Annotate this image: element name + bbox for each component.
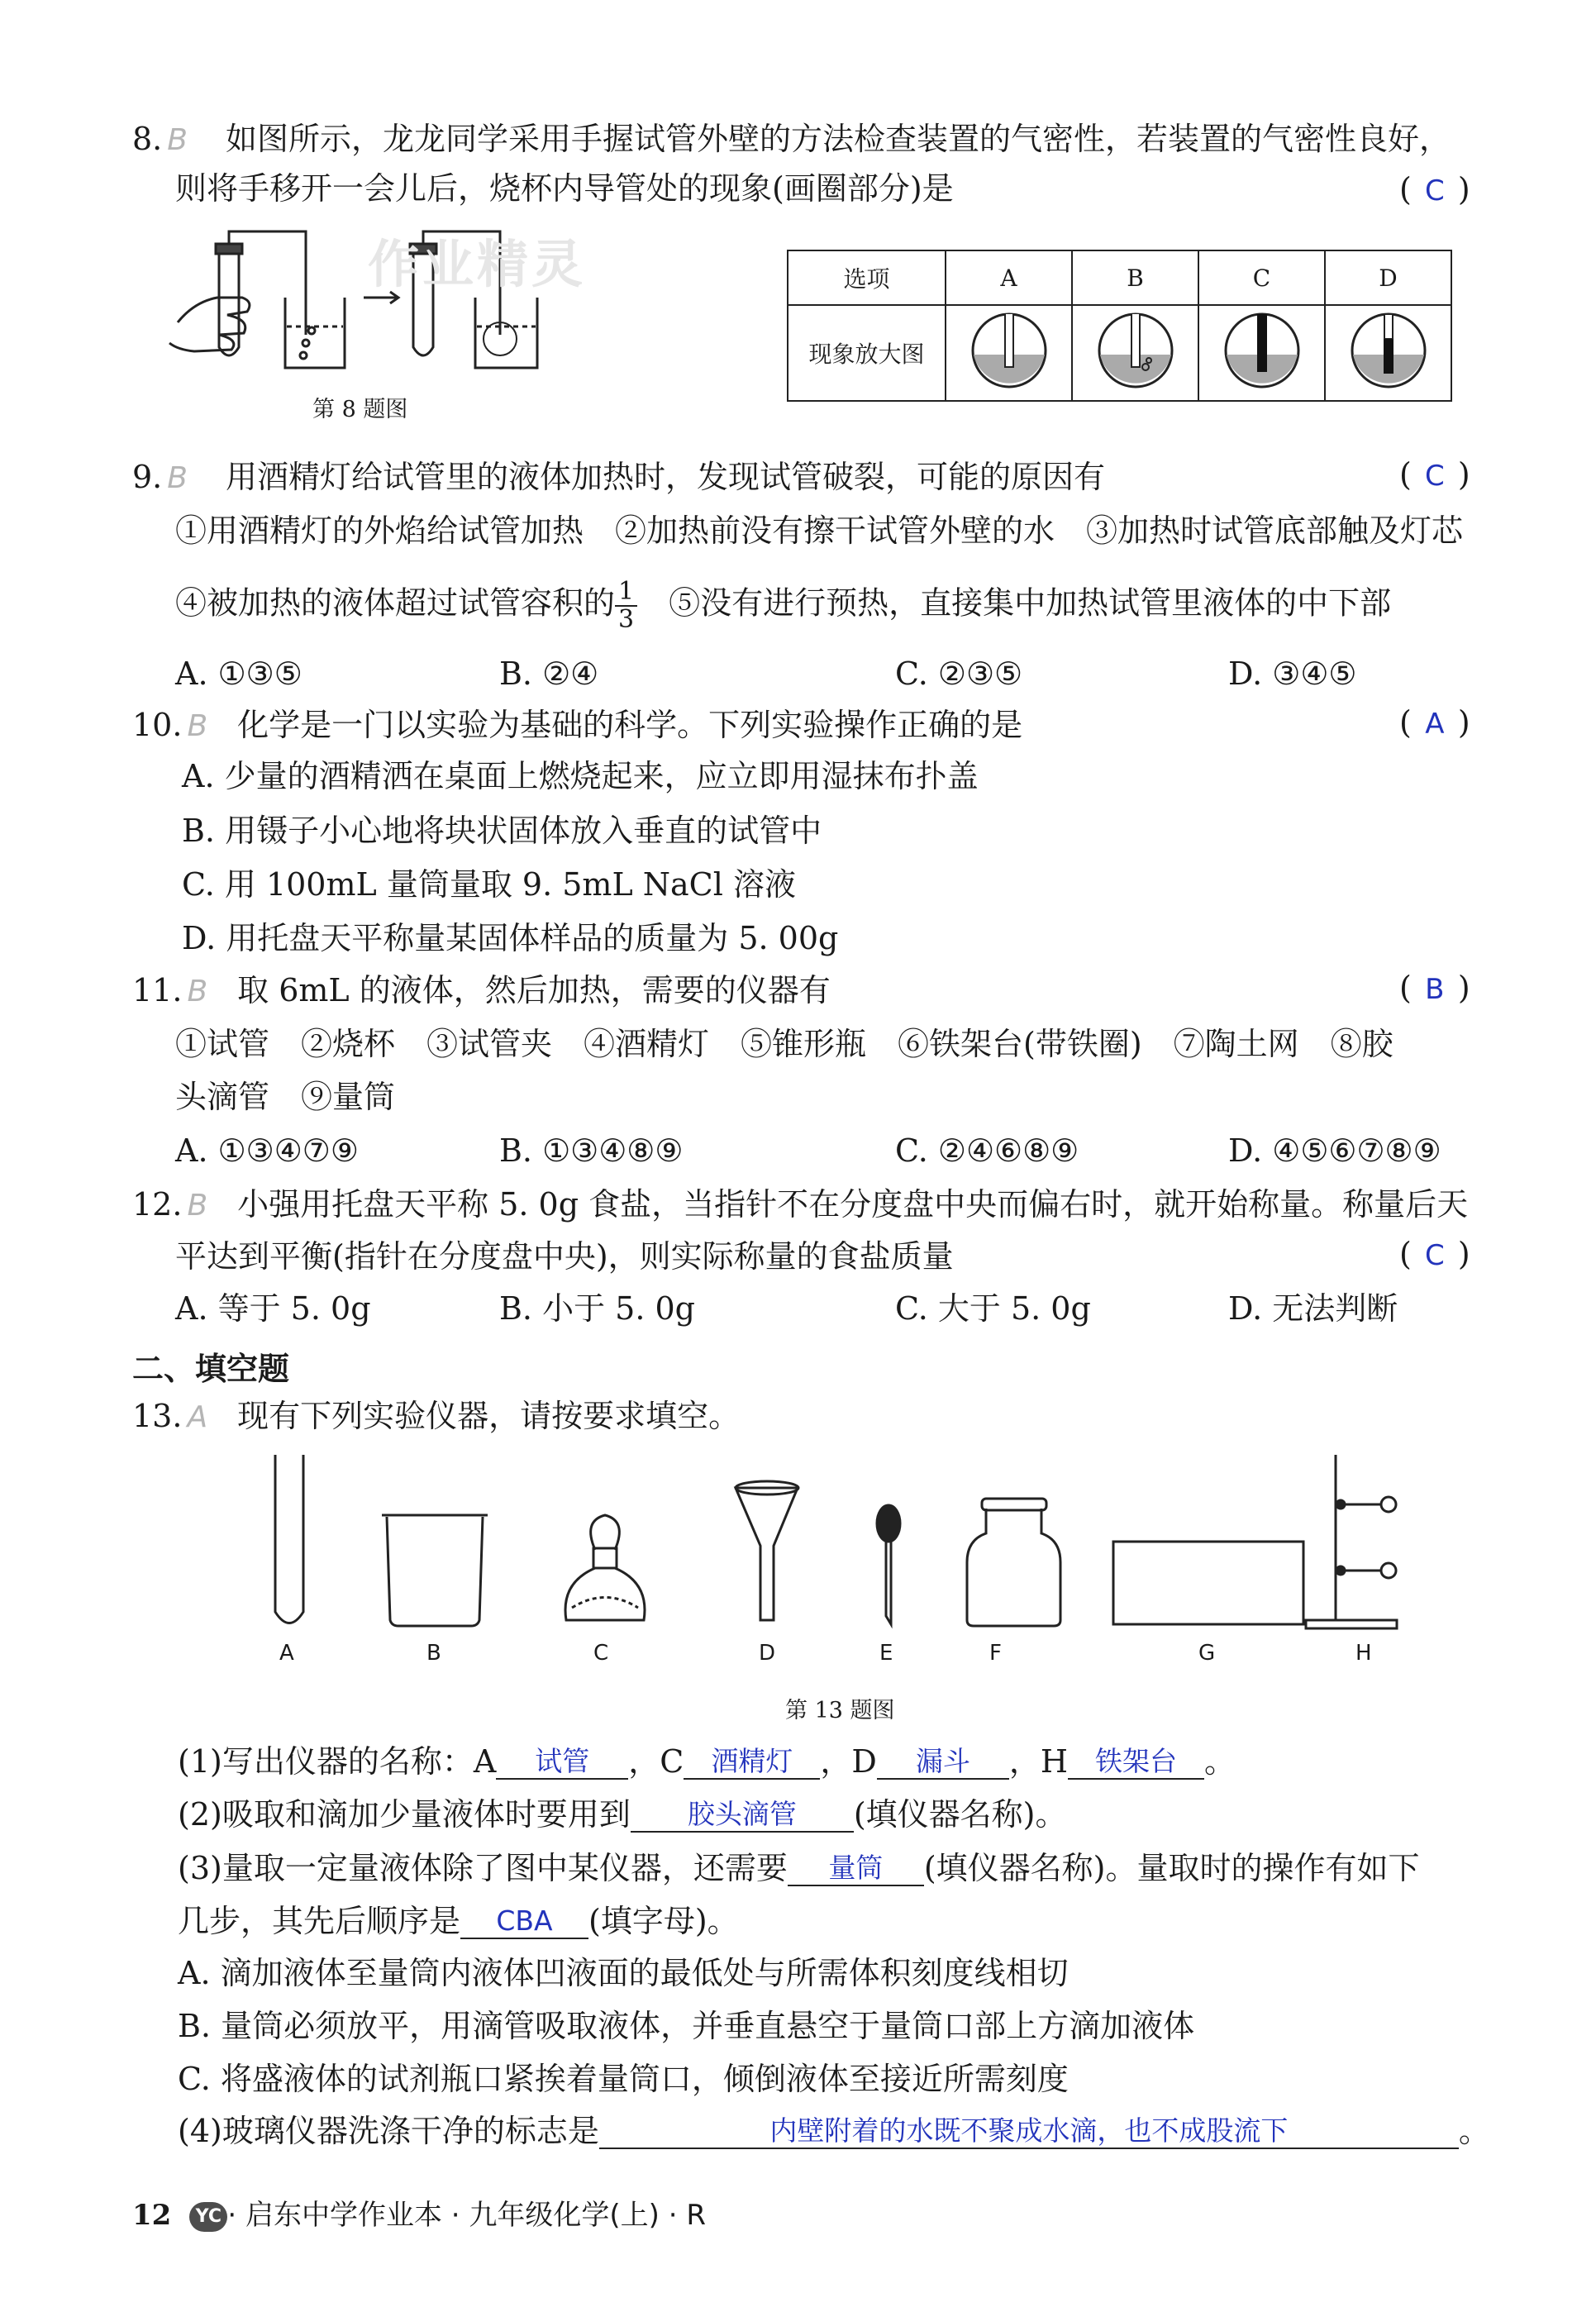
footer-text: · 启东中学作业本 · 九年级化学(上) · R	[227, 2199, 706, 2232]
answer-blank: 胶头滴管	[631, 1798, 854, 1833]
difficulty-mark: B	[187, 975, 208, 1008]
table-header-label: 选项	[788, 250, 946, 305]
difficulty-mark: B	[187, 709, 208, 743]
instrument-label-h: H	[1355, 1641, 1372, 1666]
q11-choice-d: D. ④⑤⑥⑦⑧⑨	[1228, 1132, 1441, 1169]
option-header: C	[1198, 250, 1325, 305]
difficulty-mark: B	[167, 123, 188, 157]
q12-choice-b: B. 小于 5. 0g	[499, 1290, 695, 1327]
q10-stem: 10. B 化学是一门以实验为基础的科学。下列实验操作正确的是	[132, 707, 1023, 743]
q13-part4: (4)玻璃仪器洗涤干净的标志是 内壁附着的水既不聚成水滴，也不成股流下 。	[178, 2113, 1490, 2149]
q11-answer: ( B )	[1399, 970, 1470, 1006]
q13-step-a: A. 滴加液体至量筒内液体凹液面的最低处与所需体积刻度线相切	[178, 1955, 1069, 1991]
q13-step-b: B. 量筒必须放平，用滴管吸取液体，并垂直悬空于量筒口部上方滴加液体	[178, 2008, 1195, 2044]
q13-part3-line1: (3)量取一定量液体除了图中某仪器，还需要 量筒 (填仪器名称)。量取时的操作有如下	[178, 1850, 1420, 1886]
option-header: A	[946, 250, 1072, 305]
q13-part2: (2)吸取和滴加少量液体时要用到 胶头滴管 (填仪器名称)。	[178, 1796, 1067, 1833]
q9-choice-b: B. ②④	[499, 655, 599, 692]
q13-part1: (1)写出仪器的名称：A 试管 ，C 酒精灯 ，D 漏斗 ，H 铁架台 。	[178, 1743, 1236, 1780]
watermark: 作业精灵	[368, 234, 587, 294]
q12-choice-c: C. 大于 5. 0g	[895, 1290, 1091, 1327]
q8-line2: 则将手移开一会儿后，烧杯内导管处的现象(画圈部分)是	[175, 170, 954, 207]
q11-line3: 头滴管 ⑨量筒	[175, 1079, 396, 1115]
q11-choice-b: B. ①③④⑧⑨	[499, 1132, 684, 1169]
q10-option-c: C. 用 100mL 量筒量取 9. 5mL NaCl 溶液	[182, 866, 796, 903]
q11-choice-c: C. ②④⑥⑧⑨	[895, 1132, 1079, 1169]
answer-blank: 铁架台	[1068, 1745, 1204, 1780]
q12-choice-d: D. 无法判断	[1228, 1290, 1398, 1327]
instrument-label-e: E	[879, 1641, 893, 1666]
q8-figure-caption: 第 8 题图	[312, 397, 408, 422]
answer-blank: 试管	[496, 1745, 628, 1780]
instrument-label-b: B	[426, 1641, 441, 1666]
instrument-label-c: C	[593, 1641, 609, 1666]
difficulty-mark: A	[187, 1400, 208, 1434]
option-header: B	[1072, 250, 1198, 305]
option-c-image	[1198, 305, 1325, 401]
q12-line2: 平达到平衡(指针在分度盘中央)，则实际称量的食盐质量	[175, 1238, 954, 1275]
q12-choice-a: A. 等于 5. 0g	[175, 1290, 371, 1327]
instrument-label-a: A	[279, 1641, 294, 1666]
q13-figure-caption: 第 13 题图	[785, 1698, 895, 1723]
instrument-label-d: D	[759, 1641, 776, 1666]
page-footer	[132, 2192, 706, 2233]
q10-answer: ( A )	[1399, 704, 1470, 741]
option-a-image	[946, 305, 1072, 401]
table-row-label: 现象放大图	[788, 305, 946, 401]
q9-line3: ④被加热的液体超过试管容积的 $\frac{1}{3}$ ⑤没有进行预热，直接集中加热试管里液体的中下部	[175, 577, 1392, 634]
q9-answer: ( C )	[1399, 456, 1470, 493]
q10-option-a: A. 少量的酒精洒在桌面上燃烧起来，应立即用湿抹布扑盖	[182, 758, 979, 794]
q9-choice-d: D. ③④⑤	[1228, 655, 1357, 692]
q9-choice-c: C. ②③⑤	[895, 655, 1023, 692]
q10-option-d: D. 用托盘天平称量某固体样品的质量为 5. 00g	[182, 920, 839, 956]
answer-blank: 酒精灯	[684, 1745, 820, 1780]
q10-option-b: B. 用镊子小心地将块状固体放入垂直的试管中	[182, 813, 822, 849]
q9-line2: ①用酒精灯的外焰给试管加热 ②加热前没有擦干试管外壁的水 ③加热时试管底部触及灯芯	[175, 512, 1464, 549]
instrument-label-f: F	[989, 1641, 1002, 1666]
q12-line1: 12. B 小强用托盘天平称 5. 0g 食盐，当指针不在分度盘中央而偏右时，就开始称量。称量后天	[132, 1186, 1469, 1223]
difficulty-mark: B	[187, 1189, 208, 1223]
answer-blank: 内壁附着的水既不聚成水滴，也不成股流下	[599, 2114, 1459, 2149]
instrument-label-g: G	[1198, 1641, 1216, 1666]
page-number: 12	[132, 2199, 172, 2232]
q13-step-c: C. 将盛液体的试剂瓶口紧挨着量筒口，倾倒液体至接近所需刻度	[178, 2061, 1069, 2097]
q11-choice-a: A. ①③④⑦⑨	[175, 1132, 359, 1169]
q9-choice-a: A. ①③⑤	[175, 655, 303, 692]
option-d-image	[1325, 305, 1451, 401]
q13-part3-line2: 几步，其先后顺序是 CBA (填字母)。	[178, 1903, 739, 1939]
option-b-image	[1072, 305, 1198, 401]
publisher-logo: YC	[189, 2202, 227, 2232]
q13-instruments-figure	[248, 1451, 1438, 1641]
q12-answer: ( C )	[1399, 1236, 1470, 1272]
q8-answer: ( C )	[1399, 171, 1470, 207]
fraction-one-third: $\frac{1}{3}$	[615, 579, 637, 633]
q9-stem: 9. B 用酒精灯给试管里的液体加热时，发现试管破裂，可能的原因有	[132, 459, 1105, 495]
answer-blank: CBA	[460, 1904, 588, 1939]
q11-line2: ①试管 ②烧杯 ③试管夹 ④酒精灯 ⑤锥形瓶 ⑥铁架台(带铁圈) ⑦陶土网 ⑧胶	[175, 1026, 1394, 1062]
answer-blank: 量筒	[788, 1852, 924, 1886]
q8-option-table	[787, 250, 1452, 402]
difficulty-mark: B	[167, 461, 188, 495]
option-header: D	[1325, 250, 1451, 305]
section-title: 二、填空题	[132, 1351, 290, 1387]
q13-stem: 13. A 现有下列实验仪器，请按要求填空。	[132, 1398, 741, 1434]
q11-stem: 11. B 取 6mL 的液体，然后加热，需要的仪器有	[132, 972, 831, 1008]
q8-line1: 8. B 如图所示，龙龙同学采用手握试管外壁的方法检查装置的气密性，若装置的气密性良好，	[132, 121, 1451, 157]
answer-blank: 漏斗	[877, 1745, 1009, 1780]
